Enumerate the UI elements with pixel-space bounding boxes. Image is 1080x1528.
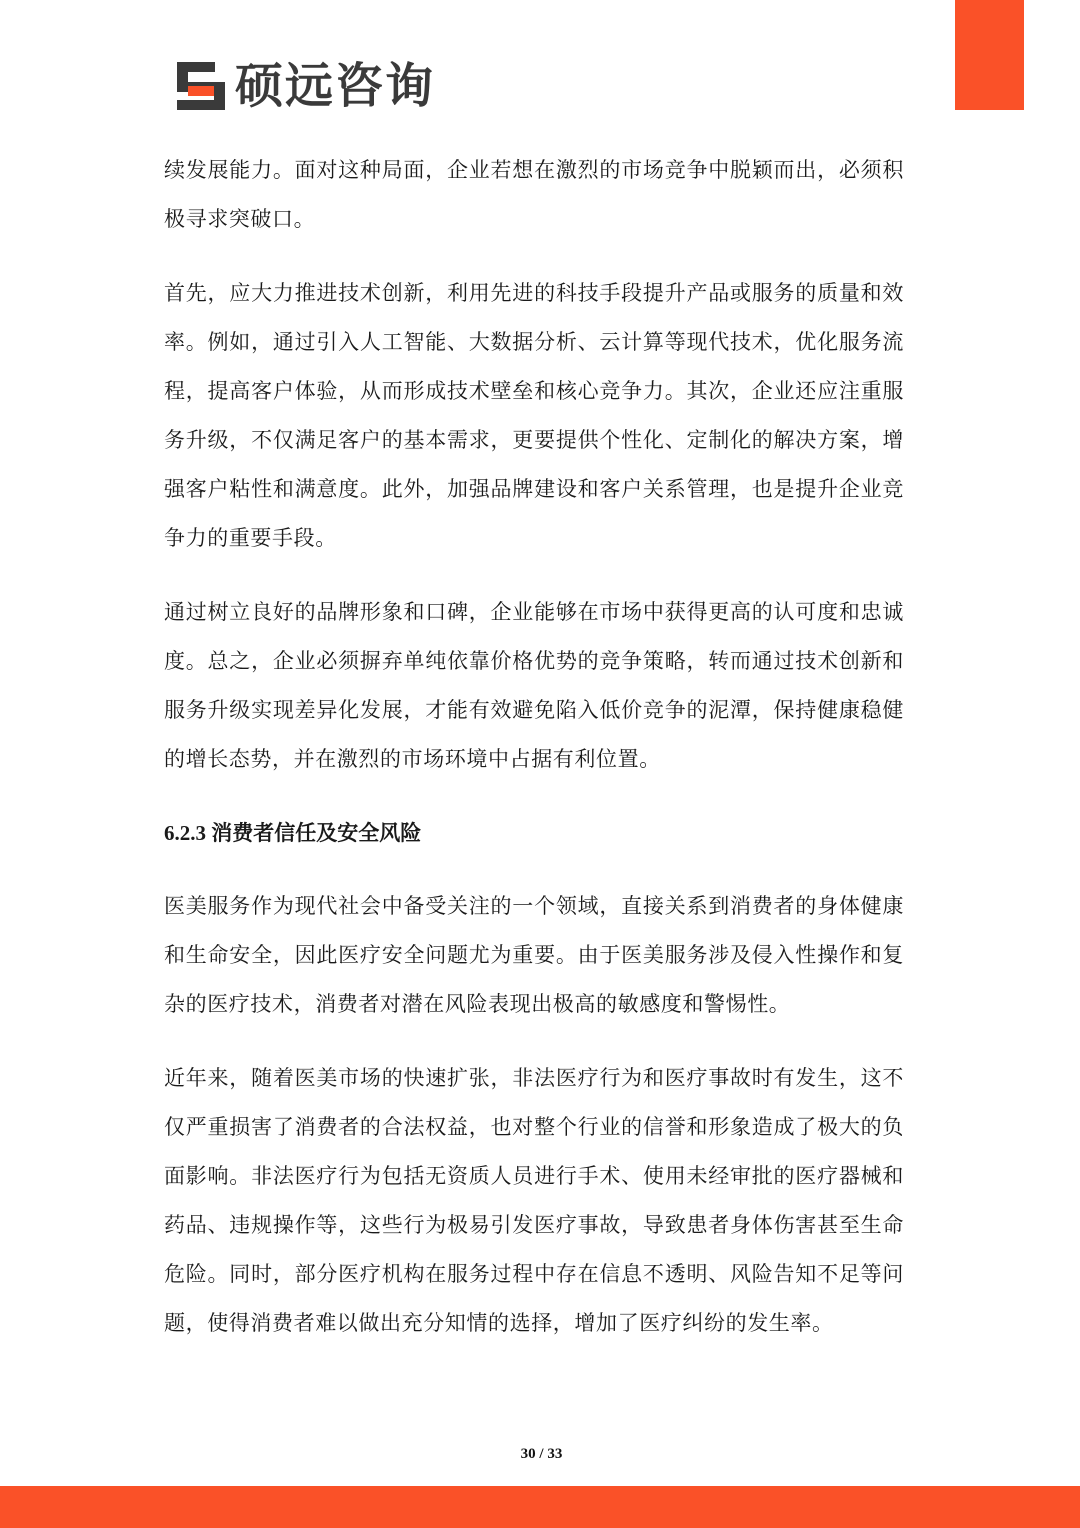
section-number: 6.2.3 [164,821,206,845]
body-paragraph: 首先，应大力推进技术创新，利用先进的科技手段提升产品或服务的质量和效率。例如，通过引入人工智能、大数据分析、云计算等现代技术，优化服务流程，提高客户体验，从而形成技术壁垒和核心竞争力。其次，企业还应注重服务升级，不仅满足客户的基本需求，更要提供个性化、定制化的解决方案，增强客户粘性和满意度。此外，加强品牌建设和客户关系管理，也是提升企业竞争力的重要手段。 [164,281,904,550]
body-paragraph: 通过树立良好的品牌形象和口碑，企业能够在市场中获得更高的认可度和忠诚度。总之，企业必须摒弃单纯依靠价格优势的竞争策略，转而通过技术创新和服务升级实现差异化发展，才能有效避免陷入低价竞争的泥潭，保持健康稳健的增长态势，并在激烈的市场环境中占据有利位置。 [164,600,904,771]
section-heading [164,809,904,858]
brand-name: 硕远咨询 [235,58,436,114]
brand-s-mark-icon [175,60,227,112]
section-title: 消费者信任及安全风险 [211,821,422,845]
bottom-accent-bar [0,1486,1080,1528]
page-number: 30 / 33 [520,1446,563,1462]
brand-logo [175,58,435,114]
body-paragraph: 续发展能力。面对这种局面，企业若想在激烈的市场竞争中脱颖而出，必须积极寻求突破口。 [164,158,904,231]
body-paragraph: 近年来，随着医美市场的快速扩张，非法医疗行为和医疗事故时有发生，这不仅严重损害了消费者的合法权益，也对整个行业的信誉和形象造成了极大的负面影响。非法医疗行为包括无资质人员进行手术、使用未经审批的医疗器械和药品、违规操作等，这些行为极易引发医疗事故，导致患者身体伤害甚至生命危险。同时，部分医疗机构在服务过程中存在信息不透明、风险告知不足等问题，使得消费者难以做出充分知情的选择，增加了医疗纠纷的发生率。 [164,1066,904,1335]
body-paragraph: 医美服务作为现代社会中备受关注的一个领域，直接关系到消费者的身体健康和生命安全，因此医疗安全问题尤为重要。由于医美服务涉及侵入性操作和复杂的医疗技术，消费者对潜在风险表现出极高的敏感度和警惕性。 [164,894,904,1016]
top-accent-bar [955,0,1024,110]
page-body [164,146,904,1373]
